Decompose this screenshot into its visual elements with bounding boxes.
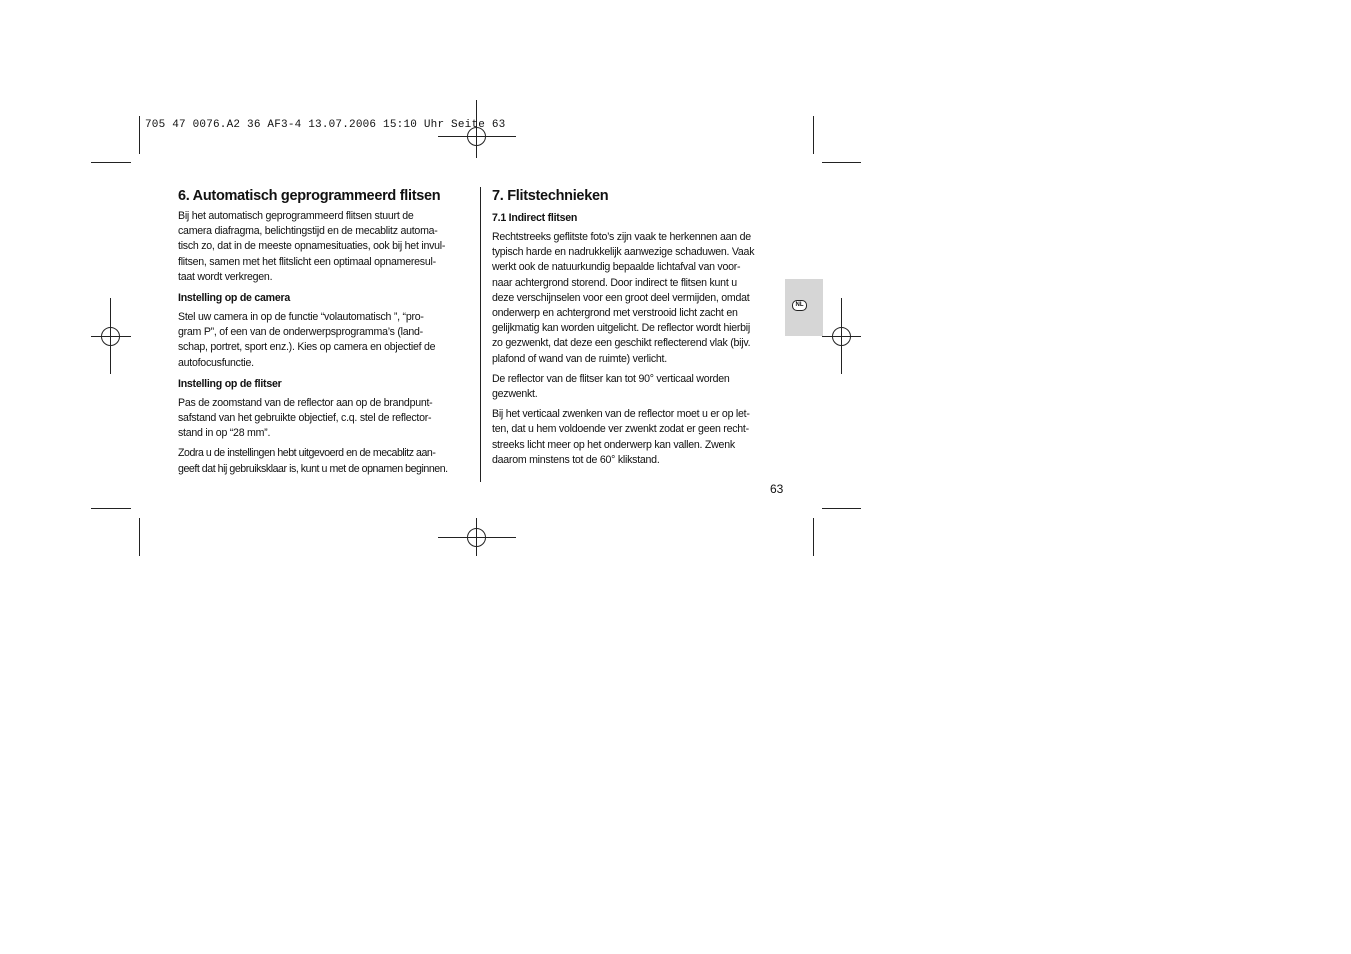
column-divider [480,187,481,482]
crop-mark [139,116,140,154]
camera-paragraph: Stel uw camera in op de functie “volautomatisch ”, “pro- gram P”, of een van de onderwerpsprogramma’s (land- schap, portret, sport enz.). Kies op camera en objectief de autofocusfunctie. [178,311,436,369]
reflector-paragraph: De reflector van de flitser kan tot 90° verticaal worden gezwenkt. [492,372,730,401]
swivel-paragraph: Bij het verticaal zwenken van de reflector moet u er op let- ten, dat u hem voldoende ver zwenkt zodat er geen recht- streeks licht meer op het onderwerp kan vallen. Zwenk daarom minstens tot de 60° klikstand. [492,408,750,466]
crop-mark [822,508,861,509]
crop-mark [813,518,814,556]
crop-mark [91,162,131,163]
camera-heading: Instelling op de camera [178,292,290,305]
crop-mark [91,508,131,509]
crop-mark [813,116,814,154]
left-column [178,185,473,482]
intro-paragraph: Bij het automatisch geprogrammeerd flitsen stuurt de camera diafragma, belichtingstijd en de mecablitz automa- tisch zo, dat in de meeste opnamesituaties, ook bij het invul- flitsen, samen met het flitslicht een optimaal opnameresul- taat wordt verkregen. [178,210,446,283]
crop-mark [822,162,861,163]
flash-heading: Instelling op de flitser [178,377,282,390]
print-slug: 705 47 0076.A2 36 AF3-4 13.07.2006 15:10 Uhr Seite 63 [145,119,506,131]
final-paragraph: Zodra u de instellingen hebt uitgevoerd en de mecablitz aan- geeft dat hij gebruiksklaar is, kunt u met de opnamen beginnen. [178,447,448,475]
right-column [492,185,784,473]
indirect-paragraph: Rechtstreeks geflitste foto’s zijn vaak te herkennen aan de typisch harde en nadrukkelijk aanwezige schaduwen. Vaak werkt ook de natuurkundig bepaalde lichtafval van voor- naar achtergrond storend. Door indirect te flitsen kunt u deze verschijnselen voor een groot deel vermijden, omdat onderwerp en achtergrond met verstrooid licht zacht en gelijkmatig kan worden uitgelicht. De reflector wordt hierbij zo gezwenkt, dat deze een geschikt reflecterend vlak (bijv. plafond of wand van de ruimte) verlicht. [492,231,755,365]
crop-mark [139,518,140,556]
flash-paragraph: Pas de zoomstand van de reflector aan op de brandpunt- safstand van het gebruikte objectief, c.q. stel de reflector- stand in op “28 mm”. [178,396,433,440]
page-number: 63 [770,482,784,496]
language-badge: NL [792,300,807,311]
section-title: 6. Automatisch geprogrammeerd flitsen [178,188,441,204]
sub-heading: 7.1 Indirect flitsen [492,212,578,224]
section-title: 7. Flitstechnieken [492,188,609,204]
